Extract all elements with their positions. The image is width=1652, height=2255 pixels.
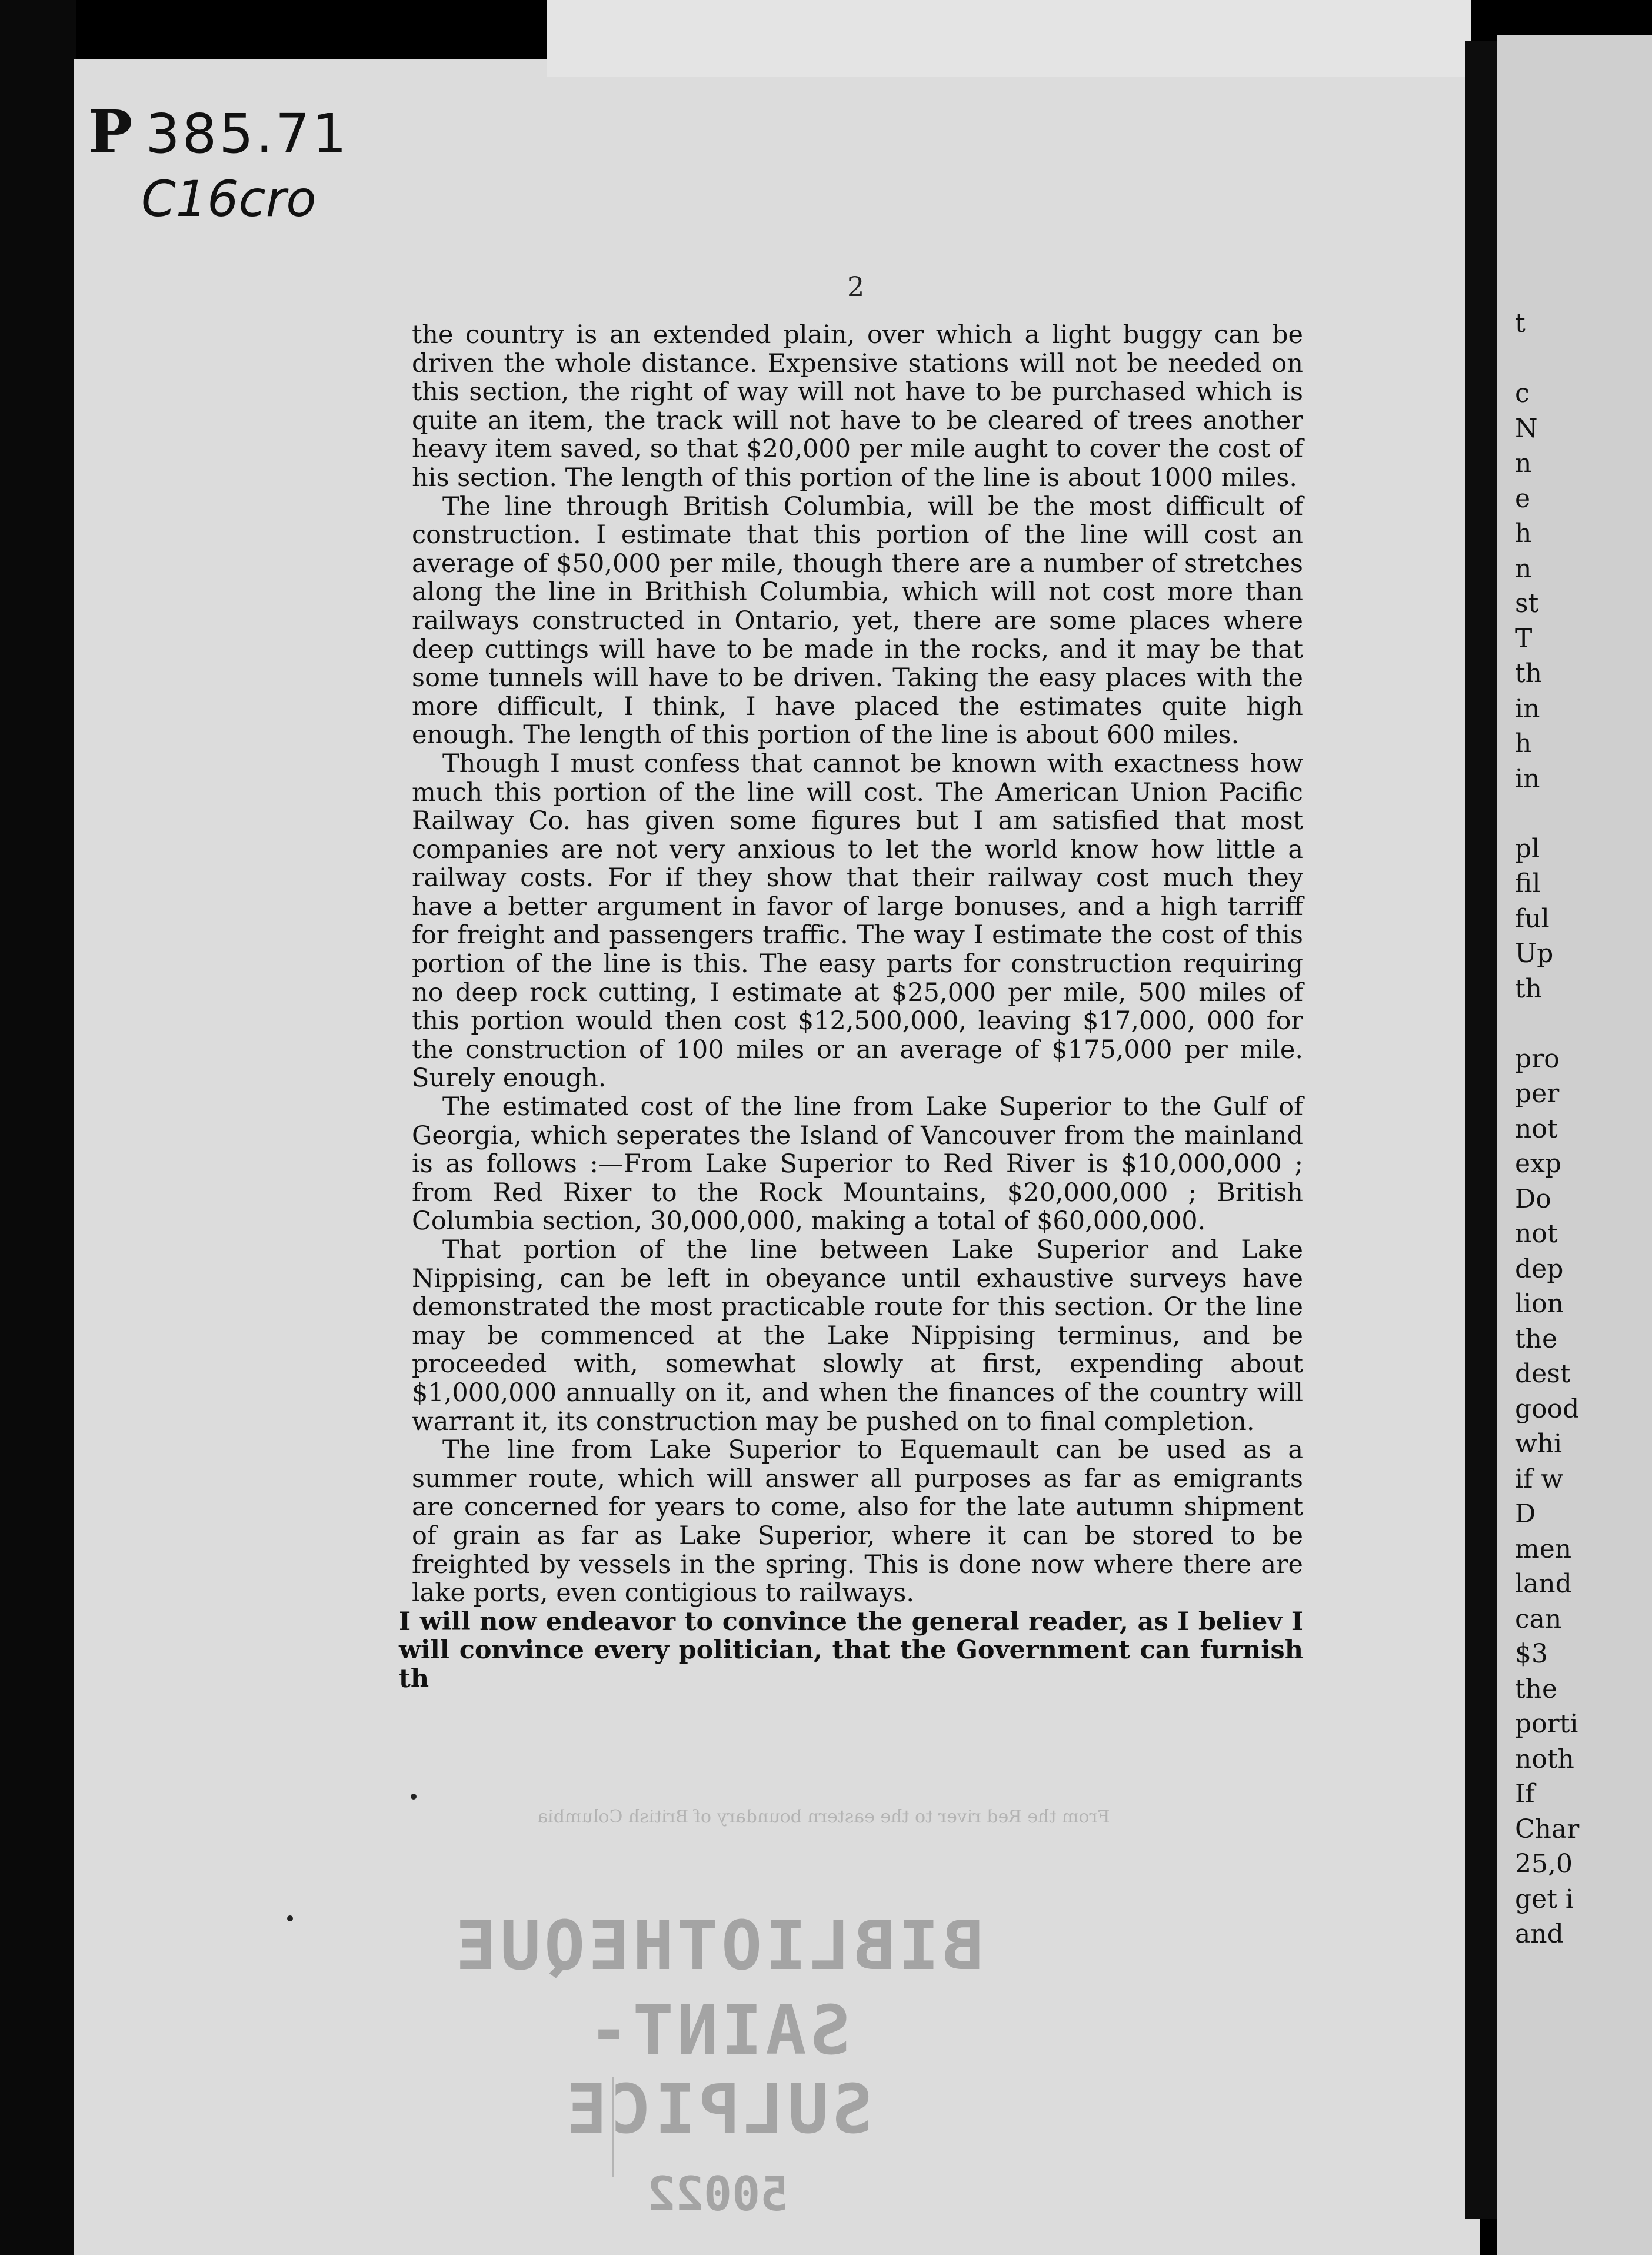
adjacent-page-fragment: 25,0: [1515, 1849, 1573, 1879]
adjacent-page-fragment: in: [1515, 693, 1540, 724]
adjacent-page-fragment: Up: [1515, 939, 1554, 969]
adjacent-page-fragment: men: [1515, 1534, 1572, 1564]
adjacent-page-fragment: h: [1515, 518, 1532, 548]
adjacent-page-fragment: the: [1515, 1674, 1558, 1704]
adjacent-page-fragment: fil: [1515, 869, 1541, 899]
adjacent-page-fragment: porti: [1515, 1709, 1578, 1739]
speck-mark: [287, 1915, 293, 1921]
handwritten-call-number: [88, 97, 349, 228]
paragraph: The estimated cost of the line from Lake Superior to the Gulf of Georgia, which seperates the Island of Vancouver from the mainland is as follows :—From Lake Superior to Red River is $10,000,000 ; from Red Rixer to the Rock Mountains, $20,000,000 ; British Columbia section, 30,000,000, making a total of $60,000,000.: [412, 1092, 1303, 1236]
paragraph: Though I must confess that cannot be known with exactness how much this portion of the line will cost. The American Union Pacific Railway Co. has given some figures but I am satisfied that most companies are not very anxious to let the world know how little a railway costs. For if they show that their railway cost much they have a better argument in favor of large bonuses, and a high tarriff for freight and passengers traffic. The way I estimate the cost of this portion of the line is this. The easy parts for construction requiring no deep rock cutting, I estimate at $25,000 per mile, 500 miles of this portion would then cost $12,500,000, leaving $17,000, 000 for the construction of 100 miles or an average of $175,000 per mile. Surely enough.: [412, 749, 1303, 1093]
paragraph: the country is an extended plain, over which a light buggy can be driven the whole distance. Expensive stations will not be needed on this section, the right of way will not have to be purchased which is quite an item, the track will not have to be cleared of trees another heavy item saved, so that $20,000 per mile aught to cover the cost of his section. The length of this portion of the line is about 1000 miles.: [412, 320, 1303, 493]
paragraph: That portion of the line between Lake Superior and Lake Nippising, can be left in obeyance until exhaustive surveys have demonstrated the most practicable route for this section. Or the line may be commenced at the Lake Nippising terminus, and be proceeded with, somewhat slowly at first, expending about $1,000,000 annually on it, and when the finances of the country will warrant it, its construction may be pushed on to final completion.: [412, 1235, 1303, 1436]
adjacent-page-fragment: n: [1515, 448, 1532, 478]
adjacent-page-fragment: N: [1515, 413, 1538, 444]
adjacent-page-fragment: T: [1515, 623, 1533, 654]
adjacent-page-fragment: c: [1515, 378, 1530, 408]
paragraph: The line from Lake Superior to Equemault can be used as a summer route, which will answer all purposes as far as emigrants are concerned for years to come, also for the late autumn shipment of grain as far as Lake Superior, where it can be stored to be freighted by vessels in the spring. This is done now where there are lake ports, even contigious to railways.: [412, 1435, 1303, 1608]
body-text: [399, 320, 1303, 1694]
adjacent-page-fragment: t: [1515, 308, 1526, 338]
adjacent-page-fragment: pro: [1515, 1043, 1560, 1074]
call-number-prefix: P: [88, 97, 135, 167]
stamp-frame: [612, 2077, 720, 2177]
adjacent-page-fragment: the: [1515, 1323, 1558, 1354]
adjacent-page-fragment: [1515, 341, 1652, 377]
adjacent-page-fragment: th: [1515, 973, 1543, 1004]
adjacent-page-fragment: and: [1515, 1919, 1564, 1949]
stamp-line: SAINT-SULPICE: [562, 1991, 873, 2149]
adjacent-page-fragment: st: [1515, 588, 1539, 618]
adjacent-page-fragment: $3: [1515, 1639, 1548, 1669]
adjacent-page-fragment: e: [1515, 483, 1531, 514]
adjacent-page-fragment: ful: [1515, 903, 1550, 934]
adjacent-page-fragment: [1515, 1006, 1652, 1042]
adjacent-page-fragment: good: [1515, 1393, 1580, 1424]
speck-mark: [411, 1794, 417, 1800]
page-gutter-shadow: [1465, 41, 1500, 2219]
adjacent-page-text: [1515, 306, 1652, 1952]
adjacent-page-fragment: pl: [1515, 833, 1540, 864]
adjacent-page-fragment: per: [1515, 1079, 1560, 1109]
stamp-number: 50022: [647, 2167, 789, 2221]
adjacent-page-fragment: not: [1515, 1219, 1558, 1249]
adjacent-page-fragment: h: [1515, 729, 1532, 759]
adjacent-page-fragment: dest: [1515, 1359, 1571, 1389]
bleed-through-text: From the Red river to the eastern boundary of British Columbia: [537, 1807, 1110, 1827]
adjacent-page-fragment: can: [1515, 1604, 1562, 1634]
adjacent-page-fragment: dep: [1515, 1253, 1564, 1284]
stamp-line: BIBLIOTHEQUE: [452, 1907, 984, 1985]
adjacent-page-fragment: Do: [1515, 1183, 1551, 1214]
adjacent-page-fragment: Char: [1515, 1814, 1580, 1844]
call-number-class: 385.71: [145, 102, 349, 165]
adjacent-page-fragment: land: [1515, 1569, 1572, 1599]
scan-border-left: [0, 0, 76, 2255]
adjacent-page-fragment: n: [1515, 553, 1532, 584]
paragraph: I will now endeavor to convince the general reader, as I believ I will convince every politician, that the Government can furnish th: [399, 1607, 1303, 1694]
adjacent-page-fragment: [1515, 796, 1652, 832]
paragraph: The line through British Columbia, will be the most difficult of construction. I estimate that this portion of the line will cost an average of $50,000 per mile, though there are a number of stretches along the line in Brithish Columbia, which will not cost more than railways constructed in Ontario, yet, there are some places where deep cuttings will have to be made in the rocks, and it may be that some tunnels will have to be driven. Taking the easy places with the more difficult, I think, I have placed the estimates quite high enough. The length of this portion of the line is about 600 miles.: [412, 491, 1303, 750]
adjacent-page-fragment: exp: [1515, 1149, 1562, 1179]
adjacent-page-fragment: whi: [1515, 1429, 1563, 1459]
page-number: 2: [847, 271, 865, 302]
adjacent-page-fragment: th: [1515, 658, 1543, 689]
call-number-cutter: C16cro: [141, 170, 317, 228]
adjacent-page-fragment: noth: [1515, 1744, 1574, 1774]
adjacent-page-fragment: D: [1515, 1499, 1536, 1529]
adjacent-page-fragment: lion: [1515, 1289, 1564, 1319]
adjacent-page-fragment: If: [1515, 1779, 1535, 1809]
adjacent-page-fragment: in: [1515, 763, 1540, 794]
top-page-flap: [547, 0, 1471, 77]
adjacent-page-fragment: if w: [1515, 1464, 1564, 1494]
adjacent-page-fragment: get i: [1515, 1884, 1574, 1914]
adjacent-page-fragment: not: [1515, 1113, 1558, 1144]
